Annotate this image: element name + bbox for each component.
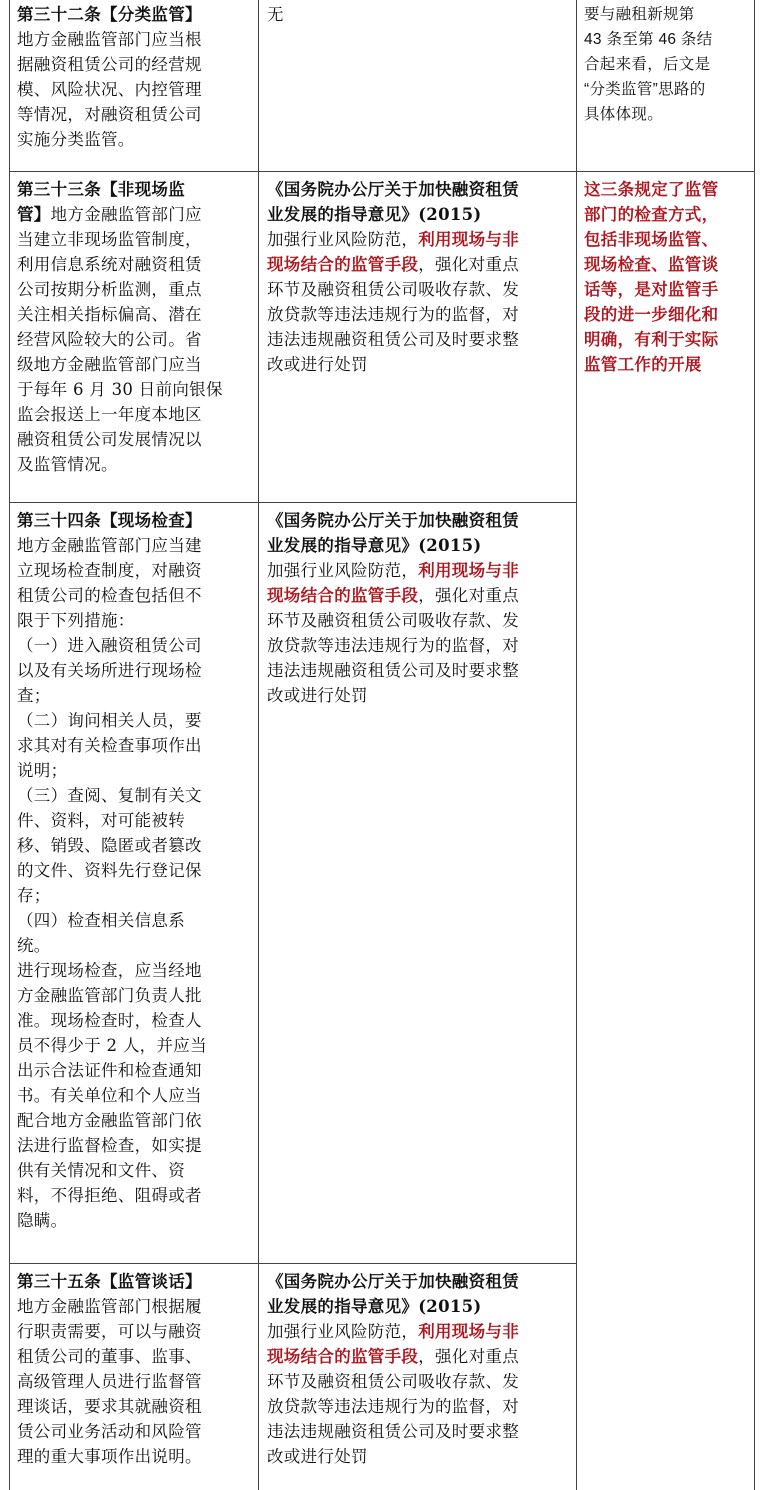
row-1-comment-cell: [584, 2, 750, 127]
article-34-line: 存；: [17, 886, 51, 905]
article-35-line: 理谈话，要求其就融资租: [17, 1397, 202, 1416]
policy-text: 放贷款等违法违规行为的监督，对: [267, 1397, 519, 1416]
policy-none-text: 无: [267, 5, 284, 24]
comment-highlight-line: 这三条规定了监管: [584, 180, 719, 199]
policy-text: 违法违规融资租赁公司及时要求整: [267, 661, 519, 680]
article-32-line: 模、风险状况、内控管理: [17, 80, 202, 99]
article-32-line: 等情况，对融资租赁公司: [17, 105, 202, 124]
article-34-line: 进行现场检查，应当经地: [17, 961, 202, 980]
comment-highlight-line: 话等，是对监管手: [584, 280, 719, 299]
article-34-line: 查；: [17, 686, 51, 705]
policy-text: 违法违规融资租赁公司及时要求整: [267, 1422, 519, 1441]
article-34-line: 出示合法证件和检查通知: [17, 1061, 202, 1080]
row-2-policy-cell: [267, 177, 569, 377]
article-34-line: 说明；: [17, 761, 68, 780]
article-34-line: 立现场检查制度，对融资: [17, 561, 202, 580]
article-35-title: 第三十五条【监管谈话】: [17, 1272, 202, 1291]
article-34-line: （三）查阅、复制有关文: [17, 786, 202, 805]
article-33-line: 监会报送上一年度本地区: [17, 405, 202, 424]
article-34-line: 移、销毁、隐匿或者篡改: [17, 836, 202, 855]
policy-title: 业发展的指导意见》(2015): [267, 205, 482, 224]
article-33-title-cont: 管】: [17, 205, 51, 224]
comment-highlight-line: 段的进一步细化和: [584, 305, 719, 324]
column-divider-2: [576, 0, 577, 1490]
policy-title: 业发展的指导意见》(2015): [267, 1297, 482, 1316]
article-34-line: （四）检查相关信息系: [17, 911, 185, 930]
article-35-line: 理的重大事项作出说明。: [17, 1447, 202, 1466]
comment-highlight-line: 包括非现场监管、: [584, 230, 719, 249]
article-34-line: 件、资料，对可能被转: [17, 811, 185, 830]
comment-line: 合起来看，后文是: [584, 56, 711, 73]
article-34-line: 配合地方金融监管部门依: [17, 1111, 202, 1130]
table-border-left: [9, 0, 10, 1490]
policy-text: 放贷款等违法违规行为的监督，对: [267, 636, 519, 655]
article-33-line: 于每年 6 月 30 日前向银保: [17, 380, 223, 399]
article-34-line: （二）询问相关人员，要: [17, 711, 202, 730]
policy-title: 业发展的指导意见》(2015): [267, 536, 482, 555]
article-34-line: 供有关情况和文件、资: [17, 1161, 185, 1180]
policy-text: 改或进行处罚: [267, 355, 368, 374]
policy-highlight: 利用现场与非: [418, 230, 520, 249]
row-3-article-cell: [17, 508, 253, 1233]
article-32-title: 第三十二条【分类监管】: [17, 5, 202, 24]
row-1-policy-cell: [267, 2, 567, 27]
policy-text: 环节及融资租赁公司吸收存款、发: [267, 280, 519, 299]
comment-line: “分类监管”思路的: [584, 81, 706, 98]
article-32-line: 地方金融监管部门应当根: [17, 30, 202, 49]
row-2-article-cell: [17, 177, 253, 477]
article-34-line: 限于下列措施：: [17, 611, 135, 630]
article-33-line: 地方金融监管部门应: [50, 205, 202, 224]
policy-text: ，强化对重点: [418, 1347, 520, 1366]
article-35-line: 租赁公司的董事、监事、: [17, 1347, 202, 1366]
article-34-line: 料，不得拒绝、阻碍或者: [17, 1186, 202, 1205]
article-33-line: 当建立非现场监管制度，: [17, 230, 202, 249]
policy-text: 加强行业风险防范，: [267, 1322, 419, 1341]
article-34-line: 准。现场检查时，检查人: [17, 1011, 202, 1030]
policy-text: 环节及融资租赁公司吸收存款、发: [267, 611, 519, 630]
article-34-line: 求其对有关检查事项作出: [17, 736, 202, 755]
article-34-line: （一）进入融资租赁公司: [17, 636, 202, 655]
comment-highlight-line: 现场检查、监管谈: [584, 255, 719, 274]
article-34-line: 地方金融监管部门应当建: [17, 536, 202, 555]
policy-highlight: 现场结合的监管手段: [267, 586, 419, 605]
policy-title: 《国务院办公厅关于加快融资租赁: [267, 1272, 519, 1291]
comment-line: 具体体现。: [584, 106, 664, 123]
article-34-line: 方金融监管部门负责人批: [17, 986, 202, 1005]
article-33-line: 公司按期分析监测，重点: [17, 280, 202, 299]
policy-text: 违法违规融资租赁公司及时要求整: [267, 330, 519, 349]
policy-text: 改或进行处罚: [267, 686, 368, 705]
article-32-line: 据融资租赁公司的经营规: [17, 55, 202, 74]
row-1-article-cell: [17, 2, 253, 152]
row-4-article-cell: [17, 1269, 253, 1469]
column-divider-1: [258, 0, 259, 1490]
article-35-line: 赁公司业务活动和风险管: [17, 1422, 202, 1441]
article-33-line: 经营风险较大的公司。省: [17, 330, 202, 349]
policy-text: 放贷款等违法违规行为的监督，对: [267, 305, 519, 324]
article-34-title: 第三十四条【现场检查】: [17, 511, 202, 530]
row-divider-1: [9, 171, 755, 172]
policy-text: 改或进行处罚: [267, 1447, 368, 1466]
policy-highlight: 利用现场与非: [418, 1322, 520, 1341]
article-34-line: 员不得少于 2 人，并应当: [17, 1036, 207, 1055]
table-border-right: [754, 0, 755, 1490]
article-33-line: 级地方金融监管部门应当: [17, 355, 202, 374]
policy-text: 加强行业风险防范，: [267, 230, 419, 249]
article-35-line: 地方金融监管部门根据履: [17, 1297, 202, 1316]
row-3-policy-cell: [267, 508, 569, 708]
article-35-line: 高级管理人员进行监督管: [17, 1372, 202, 1391]
article-35-line: 行职责需要，可以与融资: [17, 1322, 202, 1341]
article-32-line: 实施分类监管。: [17, 130, 135, 149]
article-34-line: 的文件、资料先行登记保: [17, 861, 202, 880]
comment-highlight-line: 部门的检查方式，: [584, 205, 719, 224]
article-34-line: 统。: [17, 936, 51, 955]
article-34-line: 隐瞒。: [17, 1211, 68, 1230]
article-34-line: 法进行监督检查，如实提: [17, 1136, 202, 1155]
row-divider-2: [9, 502, 576, 503]
policy-title: 《国务院办公厅关于加快融资租赁: [267, 180, 519, 199]
article-33-line: 利用信息系统对融资租赁: [17, 255, 202, 274]
article-33-line: 融资租赁公司发展情况以: [17, 430, 202, 449]
comment-line: 要与融租新规第: [584, 6, 695, 23]
article-33-title: 第三十三条【非现场监: [17, 180, 185, 199]
row-4-policy-cell: [267, 1269, 569, 1469]
article-34-line: 以及有关场所进行现场检: [17, 661, 202, 680]
policy-highlight: 现场结合的监管手段: [267, 1347, 419, 1366]
row-2-comment-cell: [584, 177, 750, 377]
article-34-line: 书。有关单位和个人应当: [17, 1086, 202, 1105]
comment-highlight-line: 监管工作的开展: [584, 355, 702, 374]
comment-highlight-line: 明确，有利于实际: [584, 330, 719, 349]
policy-title: 《国务院办公厅关于加快融资租赁: [267, 511, 519, 530]
comment-line: 43 条至第 46 条结: [584, 31, 713, 48]
policy-text: 加强行业风险防范，: [267, 561, 419, 580]
policy-highlight: 现场结合的监管手段: [267, 255, 419, 274]
policy-text: ，强化对重点: [418, 255, 520, 274]
row-divider-3: [9, 1263, 576, 1264]
policy-highlight: 利用现场与非: [418, 561, 520, 580]
policy-text: 环节及融资租赁公司吸收存款、发: [267, 1372, 519, 1391]
policy-text: ，强化对重点: [418, 586, 520, 605]
article-33-line: 关注相关指标偏高、潜在: [17, 305, 202, 324]
article-34-line: 租赁公司的检查包括但不: [17, 586, 202, 605]
article-33-line: 及监管情况。: [17, 455, 118, 474]
